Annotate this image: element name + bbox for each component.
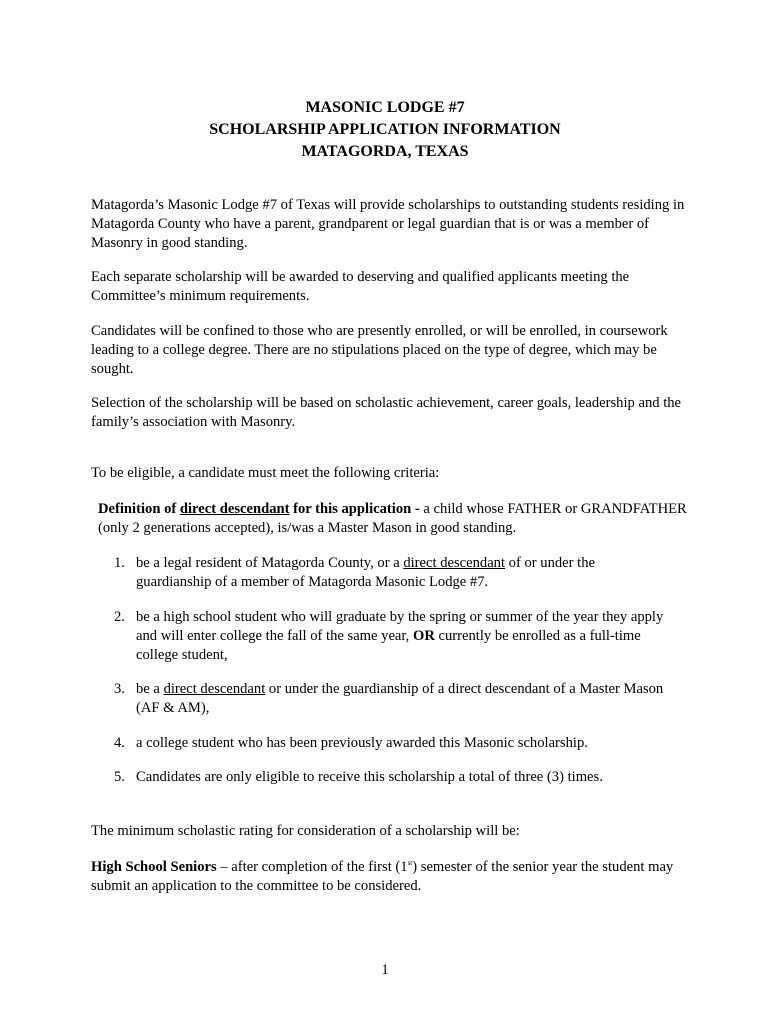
intro-paragraph-1: Matagorda’s Masonic Lodge #7 of Texas will provide scholarships to outstanding students residing in Matagorda County who have a parent, grandparent or legal guardian that is or was a member of Masonry in good standing.: [91, 197, 685, 251]
direct-descendant-definition: [98, 500, 688, 538]
criteria-number: 2.: [114, 609, 125, 625]
definition-suffix: for this application -: [289, 501, 424, 517]
criteria-text-part: of or under the guardianship of a member of Matagorda Masonic Lodge #7.: [136, 555, 595, 590]
high-school-seniors-paragraph: [91, 858, 691, 896]
criteria-item-1: [114, 554, 674, 592]
criteria-text-part: be a: [136, 681, 164, 697]
criteria-underlined-term: direct descendant: [403, 555, 506, 571]
criteria-number: 4.: [114, 735, 125, 751]
criteria-item-5: [114, 768, 674, 787]
high-school-seniors-label: High School Seniors: [91, 859, 217, 875]
intro-paragraph-3: Candidates will be confined to those who are presently enrolled, or will be enrolled, in coursework leading to a college degree. There are no stipulations placed on the type of degree, which may be sought.: [91, 323, 668, 377]
high-school-seniors-text-cont: ) semester of the senior year the student may submit an application to the committee to be considered.: [91, 859, 674, 894]
scholastic-rating-intro: The minimum scholastic rating for consideration of a scholarship will be:: [91, 823, 520, 839]
title-line-location: MATAGORDA, TEXAS: [301, 143, 469, 160]
high-school-seniors-text: – after completion of the first (1: [216, 859, 408, 875]
criteria-text-part: be a legal resident of Matagorda County, or a: [136, 555, 404, 571]
criteria-text-part: currently be enrolled as a full-time college student,: [136, 628, 641, 663]
page-number: 1: [381, 962, 389, 978]
definition-prefix: Definition of: [98, 501, 180, 517]
criteria-number: 5.: [114, 769, 125, 785]
criteria-text-part: or under the guardianship of a direct descendant of a Master Mason (AF & AM),: [136, 681, 664, 716]
document-title: [0, 97, 770, 163]
eligibility-intro: To be eligible, a candidate must meet the following criteria:: [91, 465, 440, 481]
criteria-text: [136, 680, 674, 718]
criteria-item-3: [114, 680, 674, 718]
criteria-text: [136, 554, 674, 592]
criteria-number: 3.: [114, 681, 125, 697]
criteria-item-4: [114, 734, 674, 753]
title-line-application: SCHOLARSHIP APPLICATION INFORMATION: [209, 121, 561, 138]
definition-term: direct descendant: [179, 501, 290, 517]
criteria-item-2: [114, 608, 674, 665]
criteria-text: [136, 608, 674, 665]
title-line-lodge: MASONIC LODGE #7: [305, 99, 465, 116]
ordinal-superscript: st: [407, 859, 413, 868]
criteria-text-part: be a high school student who will graduate by the spring or summer of the year they apply and will enter college the fall of the same year,: [136, 609, 664, 644]
criteria-underlined-term: direct descendant: [163, 681, 266, 697]
criteria-text: a college student who has been previously awarded this Masonic scholarship.: [136, 735, 588, 751]
criteria-number: 1.: [114, 555, 125, 571]
intro-paragraph-2: Each separate scholarship will be awarded to deserving and qualified applicants meeting the Committee’s minimum requirements.: [91, 269, 630, 304]
criteria-bold-term: OR: [412, 628, 435, 644]
criteria-text: Candidates are only eligible to receive this scholarship a total of three (3) times.: [136, 769, 603, 785]
intro-paragraph-4: Selection of the scholarship will be based on scholastic achievement, career goals, leadership and the family’s association with Masonry.: [91, 395, 682, 430]
definition-text: a child whose FATHER or GRANDFATHER (only 2 generations accepted), is/was a Master Mason in good standing.: [98, 501, 687, 536]
